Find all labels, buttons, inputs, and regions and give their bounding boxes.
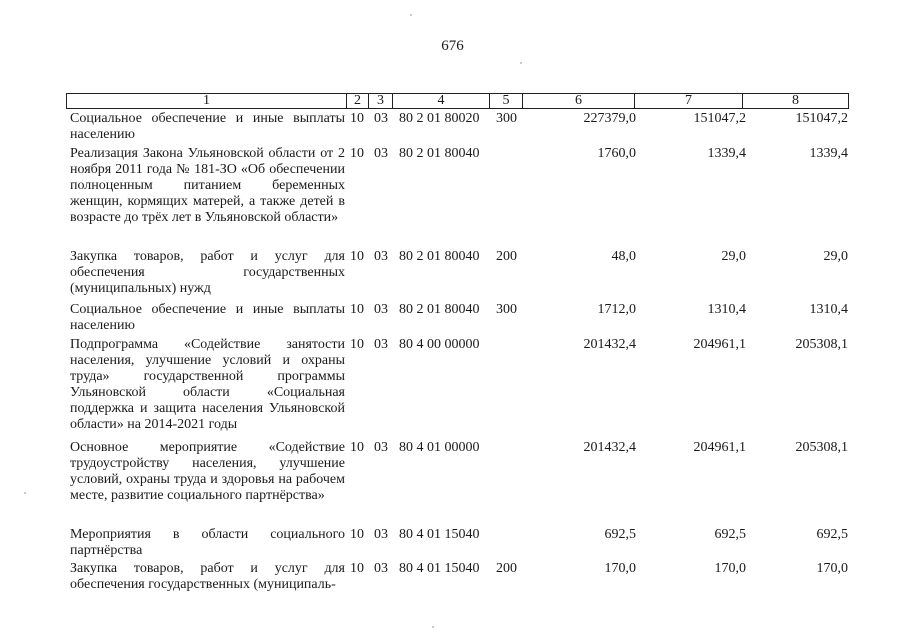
row-amount-7: 204961,1 (693, 440, 746, 455)
scan-speck (520, 62, 522, 64)
row-amount-7: 1339,4 (707, 146, 746, 161)
row-target-code: 80 2 01 80040 (399, 249, 480, 264)
header-col-7: 7 (635, 94, 743, 108)
row-amount-8: 1310,4 (809, 302, 848, 317)
header-col-2: 2 (347, 94, 369, 108)
row-amount-8: 205308,1 (795, 440, 848, 455)
scan-speck (432, 626, 434, 628)
row-amount-8: 205308,1 (795, 337, 848, 352)
header-col-1: 1 (67, 94, 347, 108)
header-col-6: 6 (523, 94, 635, 108)
row-amount-8: 29,0 (823, 249, 848, 264)
page-number: 676 (441, 38, 464, 54)
row-section: 10 (350, 337, 364, 352)
row-amount-6: 201432,4 (583, 440, 636, 455)
table-header (66, 93, 849, 109)
header-col-4: 4 (393, 94, 490, 108)
row-subsection: 03 (374, 440, 388, 455)
row-amount-7: 692,5 (714, 527, 746, 542)
header-col-3: 3 (369, 94, 393, 108)
row-amount-8: 692,5 (816, 527, 848, 542)
scan-speck (24, 492, 26, 494)
row-amount-8: 1339,4 (809, 146, 848, 161)
scan-speck (410, 14, 412, 16)
row-expense-type: 300 (496, 111, 517, 126)
row-section: 10 (350, 527, 364, 542)
row-section: 10 (350, 111, 364, 126)
row-amount-6: 1760,0 (597, 146, 636, 161)
row-target-code: 80 2 01 80040 (399, 302, 480, 317)
row-target-code: 80 2 01 80020 (399, 111, 480, 126)
row-subsection: 03 (374, 146, 388, 161)
row-section: 10 (350, 440, 364, 455)
row-amount-7: 29,0 (721, 249, 746, 264)
row-amount-7: 204961,1 (693, 337, 746, 352)
row-subsection: 03 (374, 527, 388, 542)
row-description: Подпрограмма «Содействие занятости населения, улучшение условий и охраны труда» государственной программы Ульяновской области «Социальная поддержка и защита населения Ульяновской области» на 2014-2021 годы (70, 337, 345, 432)
row-target-code: 80 2 01 80040 (399, 146, 480, 161)
row-section: 10 (350, 561, 364, 576)
header-col-8: 8 (792, 93, 799, 108)
row-amount-8: 170,0 (816, 561, 848, 576)
row-amount-6: 1712,0 (597, 302, 636, 317)
row-expense-type: 200 (496, 249, 517, 264)
row-target-code: 80 4 01 15040 (399, 527, 480, 542)
row-section: 10 (350, 249, 364, 264)
row-section: 10 (350, 302, 364, 317)
row-expense-type: 200 (496, 561, 517, 576)
row-amount-6: 170,0 (604, 561, 636, 576)
row-description: Основное мероприятие «Содействие трудоустройству населения, улучшение условий, охраны труда и здоровья на рабочем месте, развитие социального партнёрства» (70, 440, 345, 503)
row-description: Социальное обеспечение и иные выплаты населению (70, 302, 345, 333)
row-description: Реализация Закона Ульяновской области от 2 ноября 2011 года № 181-ЗО «Об обеспечении полноценным питанием беременных женщин, кормящих матерей, а также детей в возрасте до трёх лет в Ульяновской области» (70, 146, 345, 225)
row-amount-6: 692,5 (604, 527, 636, 542)
row-amount-7: 151047,2 (693, 111, 746, 126)
row-subsection: 03 (374, 337, 388, 352)
row-amount-7: 1310,4 (707, 302, 746, 317)
row-section: 10 (350, 146, 364, 161)
row-amount-6: 48,0 (611, 249, 636, 264)
row-target-code: 80 4 01 15040 (399, 561, 480, 576)
row-expense-type: 300 (496, 302, 517, 317)
row-subsection: 03 (374, 249, 388, 264)
row-description: Закупка товаров, работ и услуг для обеспечения государственных (муниципальных) нужд (70, 249, 345, 296)
row-description: Мероприятия в области социального партнёрства (70, 527, 345, 558)
row-amount-6: 201432,4 (583, 337, 636, 352)
header-col-5: 5 (490, 94, 523, 108)
row-description: Социальное обеспечение и иные выплаты населению (70, 111, 345, 142)
row-subsection: 03 (374, 111, 388, 126)
row-amount-8: 151047,2 (795, 111, 848, 126)
row-amount-6: 227379,0 (583, 111, 636, 126)
row-subsection: 03 (374, 561, 388, 576)
row-target-code: 80 4 01 00000 (399, 440, 480, 455)
row-subsection: 03 (374, 302, 388, 317)
row-description: Закупка товаров, работ и услуг для обеспечения государственных (муниципаль- (70, 561, 345, 592)
row-target-code: 80 4 00 00000 (399, 337, 480, 352)
row-amount-7: 170,0 (714, 561, 746, 576)
